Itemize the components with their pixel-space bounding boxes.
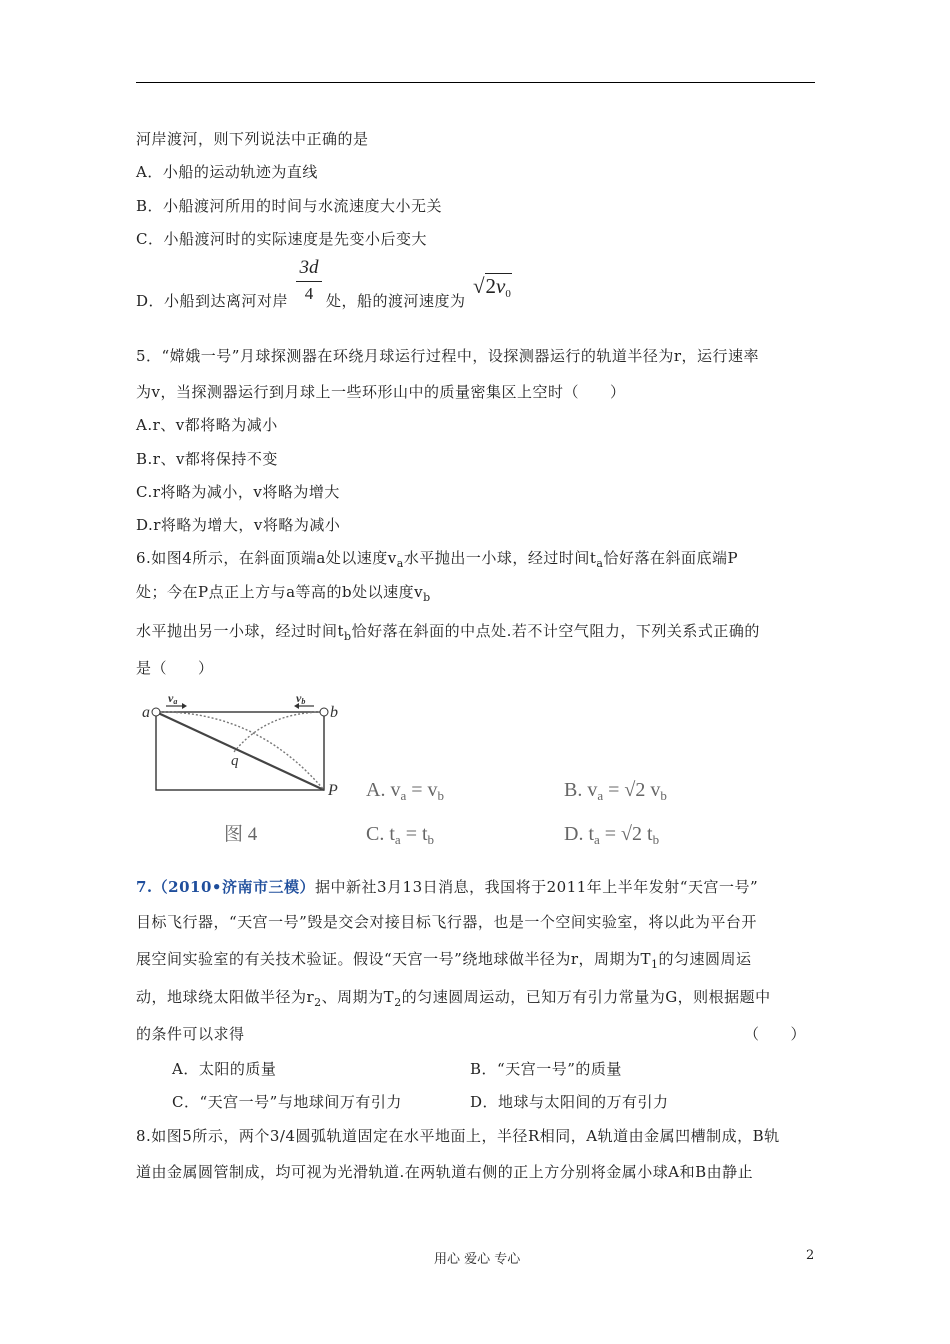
q7-source-tag: 7.（2010•济南市三模）	[136, 878, 315, 896]
frac-den: 4	[304, 284, 314, 303]
question-7-cont2	[136, 948, 752, 971]
label-P: P	[328, 782, 338, 799]
label-b: b	[330, 704, 338, 721]
fraction-3d-4	[296, 257, 322, 304]
fig-option-a: A. $v_a = v_b$	[366, 779, 445, 803]
label-vb: vb	[296, 691, 306, 706]
figure-caption: 图 4	[224, 824, 258, 845]
arrow-va-head	[182, 703, 187, 709]
q7-option-c: C．“天宫一号”与地球间万有引力	[172, 1093, 402, 1111]
ball-b	[320, 708, 328, 716]
q6-text: 恰好落在斜面的中点处.若不计空气阻力，下列关系式正确的	[351, 622, 760, 640]
ball-a	[152, 708, 160, 716]
q6-text: 水平抛出一小球，经过时间t	[403, 549, 597, 567]
incline-line	[156, 712, 324, 790]
q7-text: 动，地球绕太阳做半径为r	[136, 988, 315, 1006]
q5-option-b: B.r、v都将保持不变	[136, 450, 278, 468]
trajectory-b	[234, 712, 324, 752]
question-8-cont: 道由金属圆管制成，均可视为光滑轨道.在两轨道右侧的正上方分别将金属小球A和B由静止	[136, 1163, 754, 1181]
question-8: 8.如图5所示，两个3/4圆弧轨道固定在水平地面上，半径R相同，A轨道由金属凹槽制成，B轨	[136, 1127, 780, 1145]
question-7-cont: 目标飞行器，“天宫一号”毁是交会对接目标飞行器，也是一个空间实验室，将以此为平台开	[136, 913, 757, 931]
fig-option-b: B. $v_a = √2$ $v_b$	[564, 779, 667, 803]
q7-option-d: D．地球与太阳间的万有引力	[470, 1093, 669, 1111]
question-7-cont3	[136, 986, 771, 1009]
fig-option-c: C. $t_a = t_b$	[366, 823, 435, 847]
q7-text: 的匀速圆周运	[658, 950, 752, 968]
q6-text: 6.如图4所示，在斜面顶端a处以速度v	[136, 549, 397, 567]
fig-option-d: D. $t_a = √2$ $t_b$	[564, 823, 660, 847]
option-b: B．小船渡河所用的时间与水流速度大小无关	[136, 197, 443, 215]
q7-text: 、周期为T	[321, 988, 395, 1006]
q7-sub: 2	[394, 996, 402, 1009]
sqrt-expression: $√2v_0$	[473, 274, 511, 300]
page-number: 2	[806, 1248, 815, 1263]
sqrt-number: 2	[485, 274, 497, 298]
option-d-text: D．小船到达离河对岸	[136, 292, 289, 310]
q6-text: 水平抛出另一小球，经过时间t	[136, 622, 345, 640]
page-footer: 用心 爱心 专心	[434, 1252, 521, 1267]
option-a: A．小船的运动轨迹为直线	[136, 163, 318, 181]
q7-sub: 2	[314, 996, 322, 1009]
q7-text: 据中新社3月13日消息，我国将于2011年上半年发射“天宫一号”	[315, 878, 759, 896]
q6-text: 处；今在P点正上方与a等高的b处以速度v	[136, 583, 424, 601]
q5-option-a: A.r、v都将略为减小	[136, 416, 278, 434]
question-5-cont: 为v，当探测器运行到月球上一些环形山中的质量密集区上空时（ ）	[136, 383, 626, 401]
q7-sub: 1	[651, 958, 659, 971]
option-c: C．小船渡河时的实际速度是先变小后变大	[136, 230, 427, 248]
q7-text: 展空间实验室的有关技术验证。假设“天宫一号”绕地球做半径为r，周期为T	[136, 950, 652, 968]
v-symbol: v	[496, 274, 506, 298]
text-line: 河岸渡河，则下列说法中正确的是	[136, 130, 369, 148]
question-6	[136, 547, 738, 570]
frac-num: 3d	[299, 257, 319, 278]
label-a: a	[142, 704, 150, 721]
q6-sub: a	[396, 557, 404, 570]
q5-option-d: D.r将略为增大，v将略为减小	[136, 516, 341, 534]
q7-option-b: B．“天宫一号”的质量	[470, 1060, 622, 1078]
option-d-text2: 处，船的渡河速度为	[326, 292, 466, 310]
question-7	[136, 876, 758, 897]
label-va: va	[168, 691, 178, 706]
q6-sub: b	[423, 591, 431, 604]
q5-option-c: C.r将略为减小，v将略为增大	[136, 483, 340, 501]
question-6-cont	[136, 581, 431, 604]
q6-sub: a	[596, 557, 604, 570]
q7-text: 的匀速圆周运动，已知万有引力常量为G，则根据题中	[401, 988, 771, 1006]
v-sub: 0	[505, 288, 511, 300]
label-q: q	[231, 753, 239, 769]
question-5: 5．“嫦娥一号”月球探测器在环绕月球运行过程中，设探测器运行的轨道半径为r，运行速率	[136, 347, 760, 365]
sqrt-radicand	[485, 273, 512, 298]
question-6-cont2	[136, 620, 760, 643]
answer-paren: （ ）	[744, 1025, 807, 1043]
question-7-cont4: 的条件可以求得	[136, 1025, 245, 1043]
header-rule	[136, 82, 815, 83]
q7-option-a: A．太阳的质量	[172, 1060, 277, 1078]
q6-sub: b	[344, 630, 352, 643]
question-6-cont3: 是（ ）	[136, 659, 214, 677]
figure-4	[136, 690, 706, 850]
q6-text: 恰好落在斜面底端P	[603, 549, 739, 567]
